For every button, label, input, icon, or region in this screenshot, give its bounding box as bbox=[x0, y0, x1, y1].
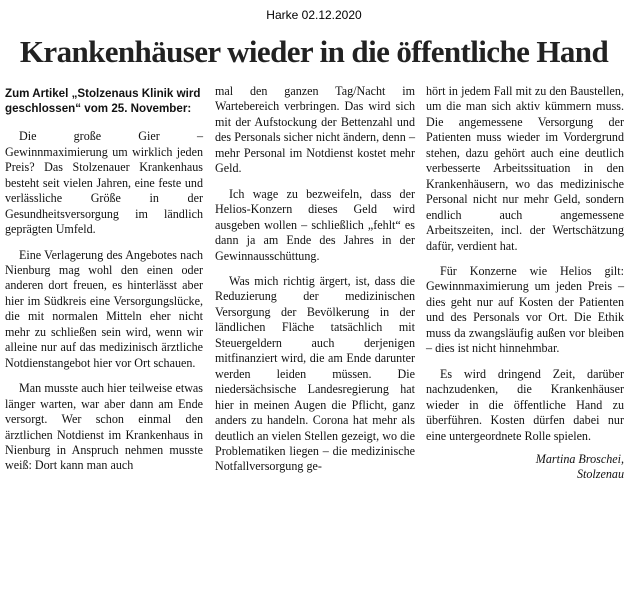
paragraph: Für Konzerne wie Helios gilt: Gewinnmaximierung um jeden Preis – dies geht nur auf Kosten der Patienten und des Personals vor Ort. Die Ethik muss da zwangsläufig außen vor bleiben – dies ist nicht hinnehmbar. bbox=[426, 263, 624, 356]
paragraph: Eine Verlagerung des Angebotes nach Nienburg mag wohl den einen oder anderen dort freuen, es hinterlässt aber hier im Südkreis eine Versorgungslücke, die mit normalen Mitteln eher nicht mehr zu schließen sein wird, wenn wir alleine nur auf das medizinisch ärztliche Notdienstangebot hier vor Ort schauen. bbox=[5, 247, 203, 370]
author-place: Stolzenau bbox=[576, 467, 624, 482]
author-signature bbox=[426, 452, 624, 483]
paragraph: mal den ganzen Tag/Nacht im Wartebereich verbringen. Das wird sich mit der Aufstockung der Bettenzahl und des Personals sicher nicht ändern, denn – mehr Personal im Notdienst kostet mehr Geld. bbox=[215, 84, 415, 176]
article-column-3 bbox=[426, 84, 624, 483]
paragraph: Ich wage zu bezweifeln, dass der Helios-Konzern dieses Geld wird ausgeben wollen – schließlich „fehlt“ es dann ja am Ende des Jahres in der Gewinnausschüttung. bbox=[215, 186, 415, 263]
author-name: Martina Broschei, bbox=[535, 451, 624, 466]
headline: Krankenhäuser wieder in die öffentliche Hand bbox=[19, 34, 609, 69]
lead-reference: Zum Artikel „Stolzenaus Klinik wird geschlossen“ vom 25. November: bbox=[5, 87, 201, 116]
paragraph: Es wird dringend Zeit, darüber nachzudenken, die Krankenhäuser wieder in die öffentliche Hand zu überführen. Kosten dürfen dabei nur eine untergeordnete Rolle spielen. bbox=[426, 366, 624, 443]
article-column-1 bbox=[5, 86, 203, 484]
source-date: Harke 02.12.2020 bbox=[266, 8, 362, 22]
paragraph: Man musste auch hier teilweise etwas länger warten, war aber dann am Ende versorgt. Wer schon einmal den ärztlichen Notdienst im Krankenhaus in Nienburg in Anspruch nehmen musste weiß: Dort kann man auch bbox=[5, 381, 203, 473]
paragraph: Was mich richtig ärgert, ist, dass die Reduzierung der medizinischen Versorgung der Bevölkerung in der ländlichen Fläche tatsächlich mit Steuergeldern auch derjenigen mitfinanziert wird, die am Ende darunter werden leiden müssen. Die niedersächsische Landesregierung hat hier in meinen Augen die Pflicht, ganz anders zu handeln. Corona hat mehr als deutlich an vielen Stellen gezeigt, wo die Problematiken liegen – die medizinische Notfallversorgung ge- bbox=[215, 273, 415, 474]
paragraph: Die große Gier – Gewinnmaximierung um wirklich jeden Preis? Das Stolzenauer Krankenhaus besteht seit vielen Jahren, eine feste und verlässliche Größe in der Gesundheitsversorgung im ländlich geprägten Umfeld. bbox=[5, 129, 203, 237]
article-column-2 bbox=[215, 84, 415, 485]
paragraph: hört in jedem Fall mit zu den Baustellen, um die man sich aktiv kümmern muss. Die angemessene Versorgung der Patienten muss wieder im Vordergrund stehen, dazu gehört auch eine deutlich verbesserte Arbeitssituation in den Krankenhäusern, wo das medizinische Personal nicht nur mehr Geld, sondern endlich auch angemessene Arbeitszeiten, incl. der Wertschätzung dafür, verdient hat. bbox=[426, 84, 624, 253]
